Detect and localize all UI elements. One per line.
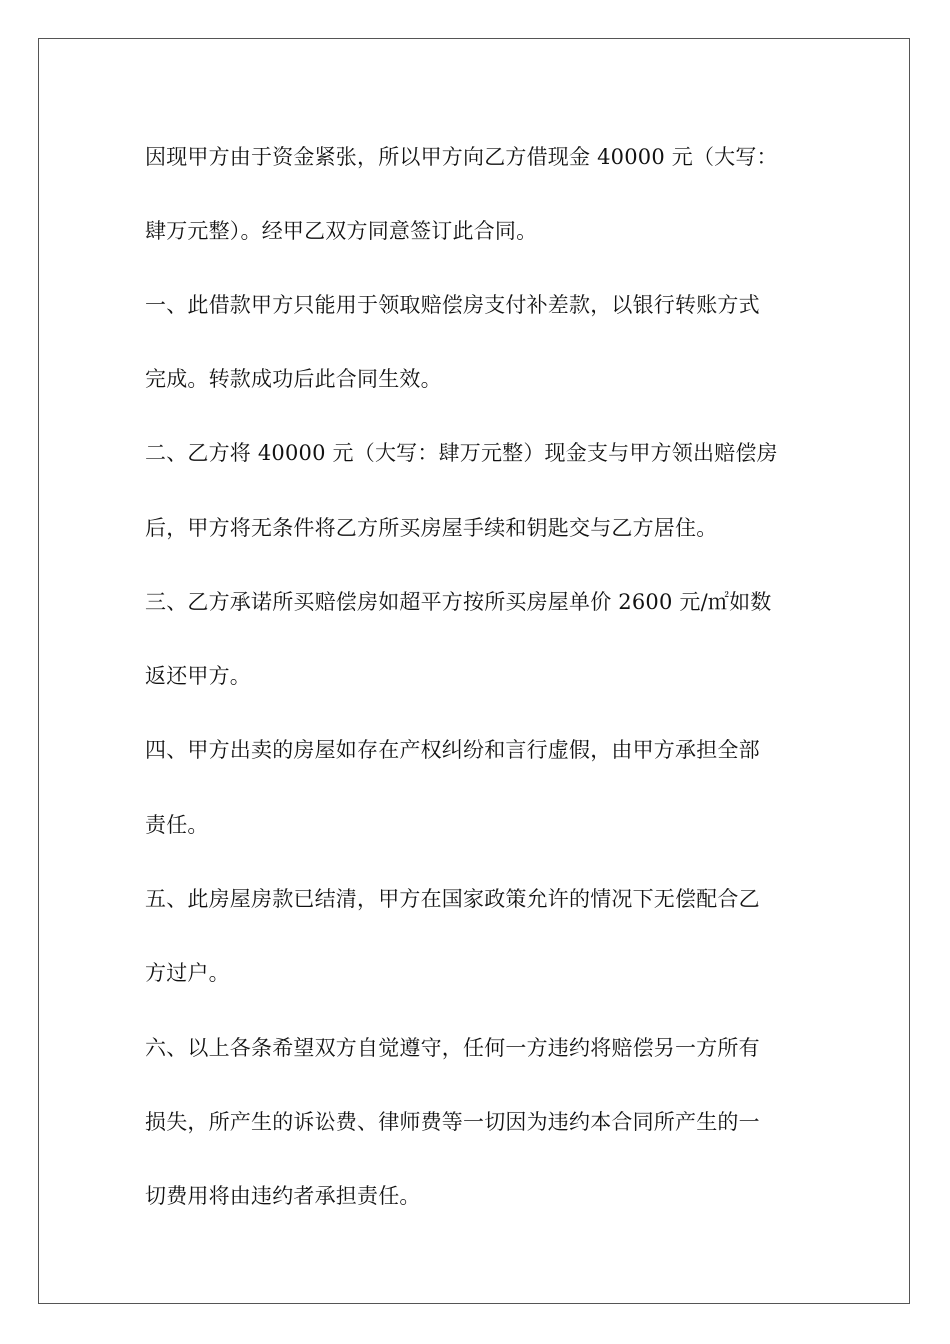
text-line: 切费用将由违约者承担责任。	[145, 1184, 421, 1208]
text-line: 五、此房屋房款已结清，甲方在国家政策允许的情况下无偿配合乙	[145, 887, 760, 911]
text-line: 六、以上各条希望双方自觉遵守，任何一方违约将赔偿另一方所有	[145, 1036, 760, 1060]
text-line: 返还甲方。	[145, 664, 251, 688]
text-line: 后，甲方将无条件将乙方所买房屋手续和钥匙交与乙方居住。	[145, 516, 718, 540]
text-line: 二、乙方将 40000 元（大写：肆万元整）现金支与甲方领出赔偿房	[145, 441, 778, 465]
text-line: 责任。	[145, 813, 209, 837]
text-line: 肆万元整）。经甲乙双方同意签订此合同。	[145, 219, 538, 243]
text-line: 完成。转款成功后此合同生效。	[145, 367, 442, 391]
text-line: 因现甲方由于资金紧张，所以甲方向乙方借现金 40000 元（大写：	[145, 145, 778, 169]
text-line: 损失，所产生的诉讼费、律师费等一切因为违约本合同所产生的一	[145, 1110, 760, 1134]
text-line: 三、乙方承诺所买赔偿房如超平方按所买房屋单价 2600 元/㎡如数	[145, 590, 772, 614]
text-line: 四、甲方出卖的房屋如存在产权纠纷和言行虚假，由甲方承担全部	[145, 738, 760, 762]
text-line: 一、此借款甲方只能用于领取赔偿房支付补差款，以银行转账方式	[145, 293, 760, 317]
text-line: 方过户。	[145, 961, 230, 985]
